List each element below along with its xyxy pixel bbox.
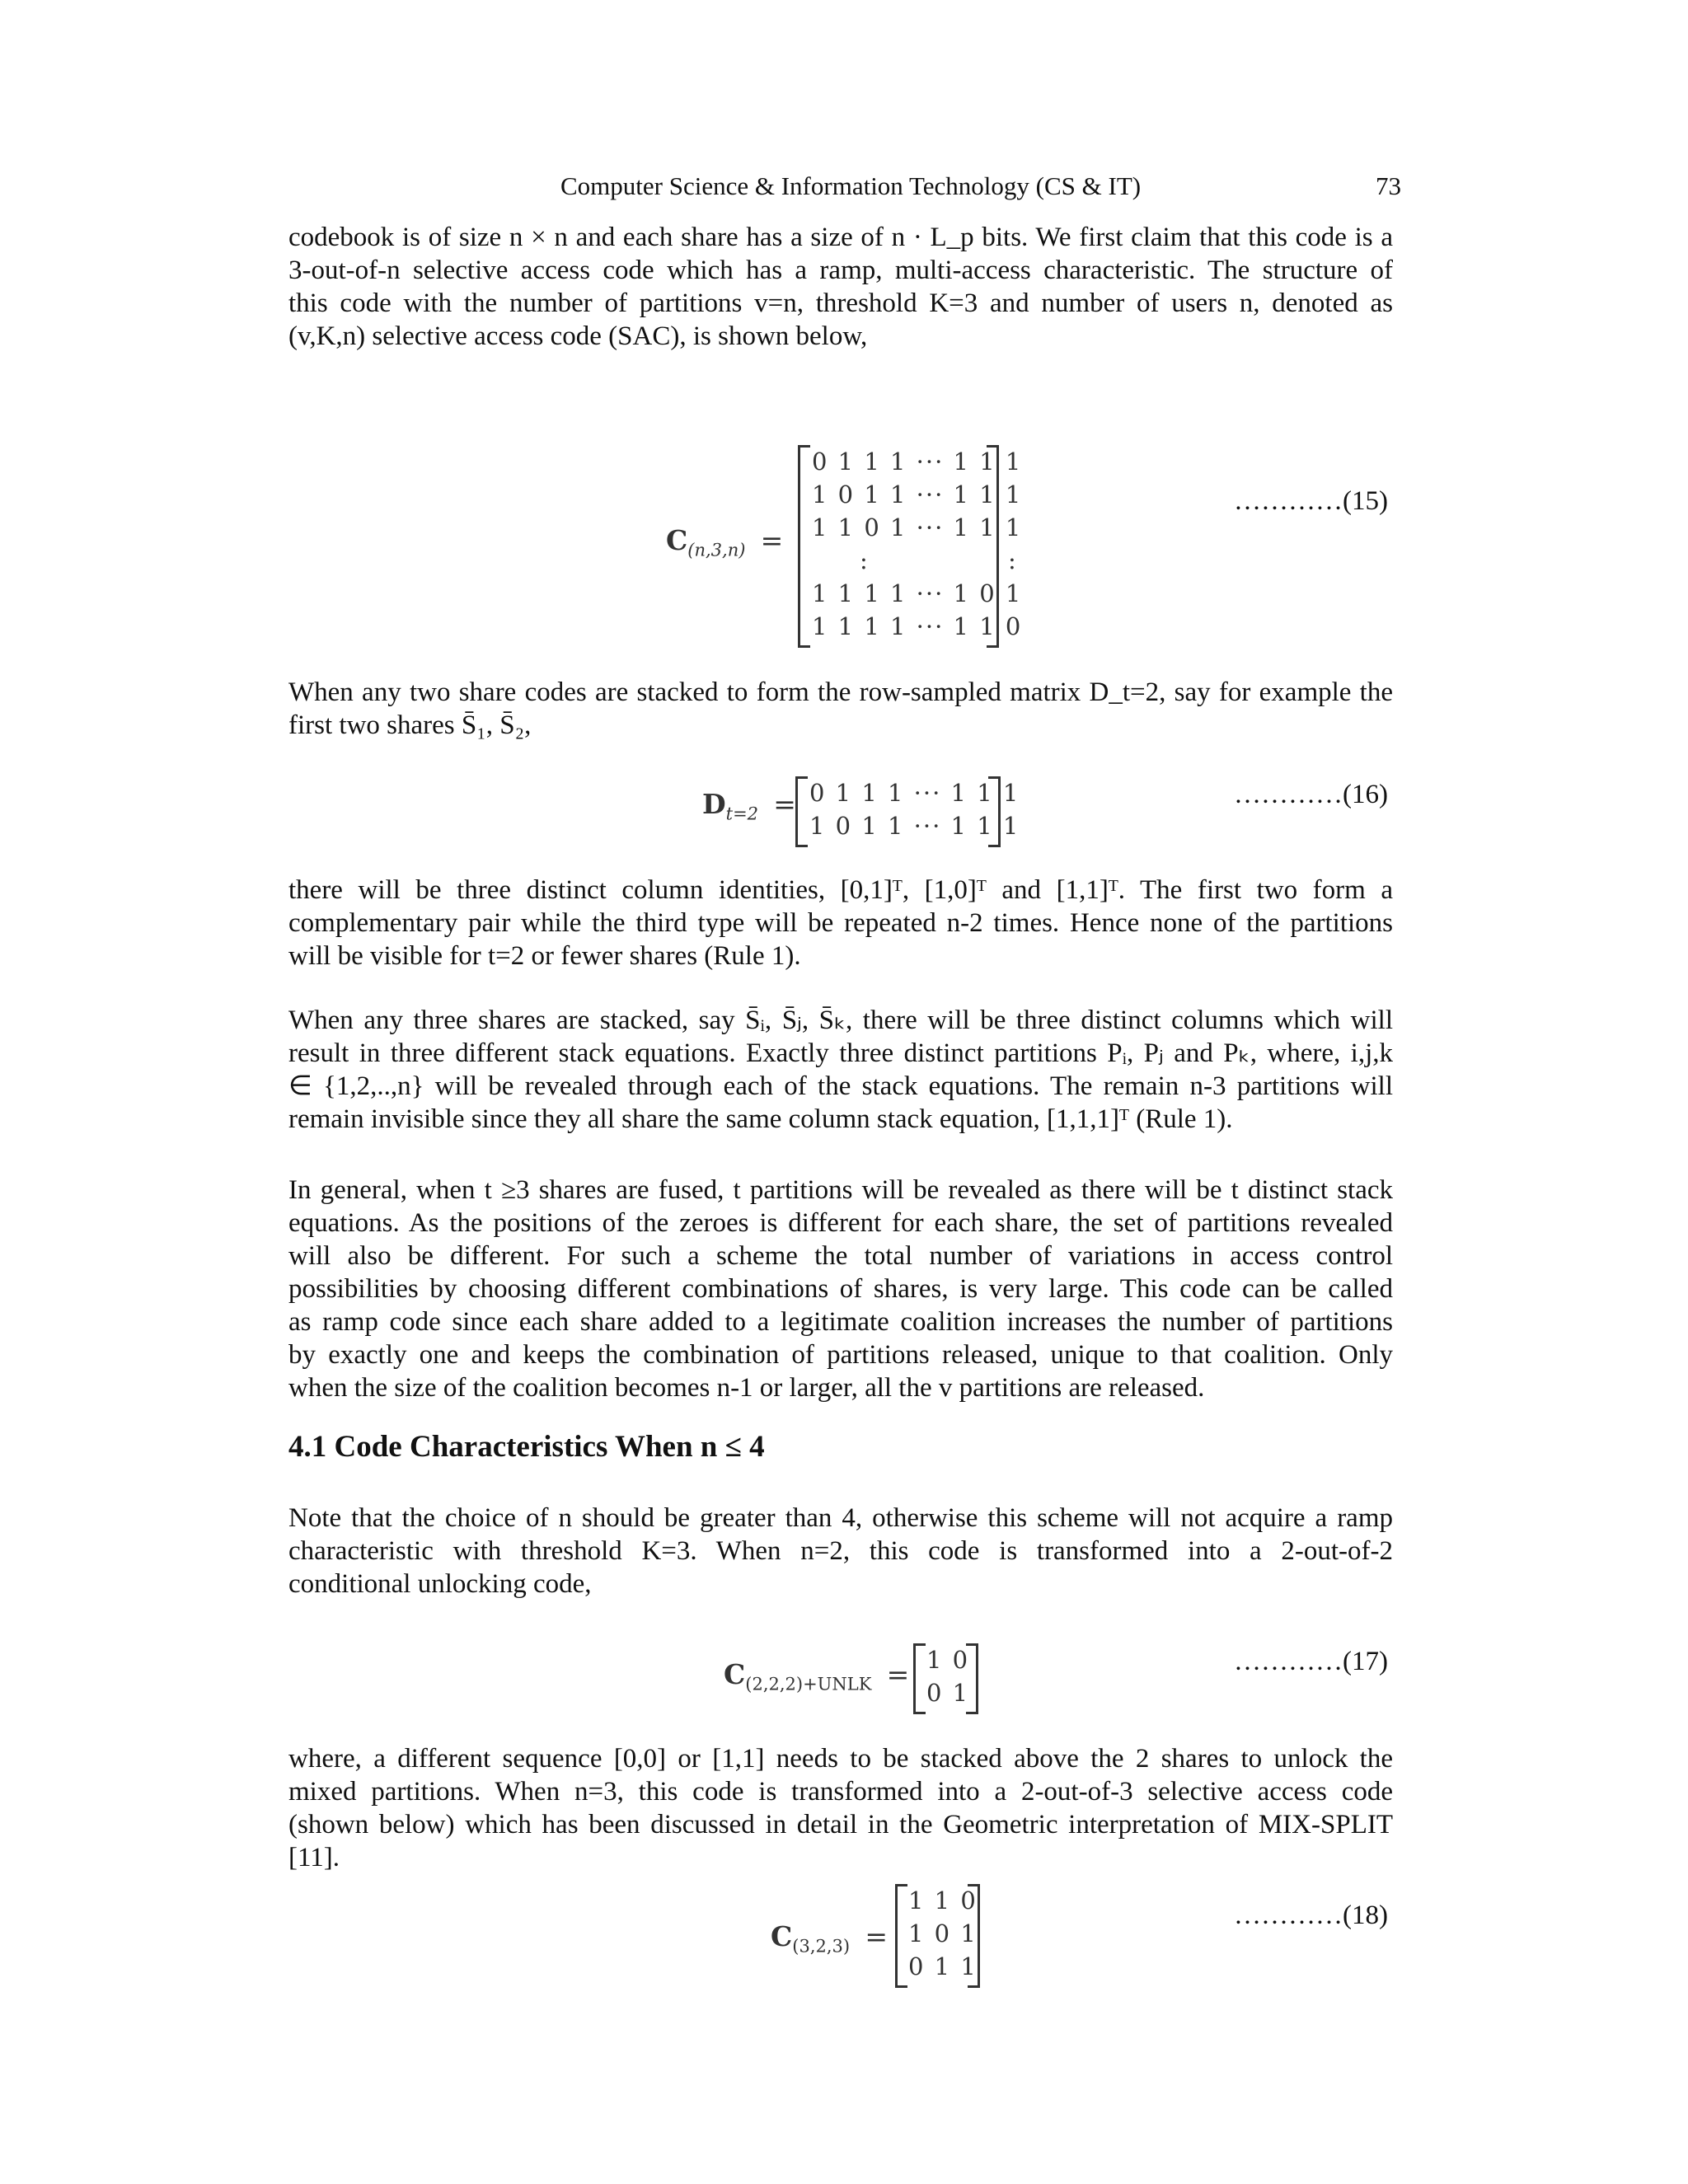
text-line: where, a different sequence [0,0] or [1,1] needs to be stacked above the 2 shares to unlock the (288, 1744, 1393, 1774)
matrix-row: 1 0 (926, 1646, 970, 1674)
left-bracket (895, 1884, 907, 1988)
text-line: first two shares S̄₁, S̄₂, (288, 710, 532, 740)
matrix-row: 1 0 1 1 ··· 1 1 1 (812, 480, 1023, 509)
text-line: complementary pair while the third type will be repeated n-2 times. Hence none of the partitions (288, 908, 1393, 938)
paragraph-2 (288, 676, 1393, 742)
text-line: In general, when t ≥3 shares are fused, t partitions will be revealed as there will be t distinct stack (288, 1175, 1393, 1205)
text-line: mixed partitions. When n=3, this code is transformed into a 2-out-of-3 selective access code (288, 1777, 1393, 1807)
matrix-17 (926, 1643, 969, 1709)
matrix-row: 1 1 0 (908, 1886, 978, 1915)
matrix-row: 1 1 1 1 ··· 1 1 0 (812, 612, 1023, 640)
text-line: possibilities by choosing different combinations of shares, is very large. This code can be called (288, 1274, 1393, 1304)
left-bracket (798, 445, 810, 648)
right-bracket (988, 776, 1001, 847)
paragraph-3 (288, 874, 1393, 972)
equation-16-label: $D_{t=2}$ = (702, 788, 796, 824)
text-line: (shown below) which has been discussed in detail in the Geometric interpretation of MIX-SPLIT (288, 1810, 1393, 1840)
text-line: by exactly one and keeps the combination of partitions released, unique to that coalition. Only (288, 1340, 1393, 1370)
paragraph-5 (288, 1174, 1393, 1404)
right-bracket (968, 1884, 980, 1988)
text-line: result in three different stack equations. Exactly three distinct partitions Pᵢ, Pⱼ and Pₖ, where, i,j,k (288, 1038, 1393, 1068)
matrix-row: 1 1 0 1 ··· 1 1 1 (812, 513, 1023, 541)
paragraph-1 (288, 221, 1393, 353)
equation-number-17: …………(17) (1234, 1647, 1388, 1676)
matrix-row: 1 0 1 1 ··· 1 1 1 (809, 812, 1020, 840)
text-line: there will be three distinct column identities, [0,1]ᵀ, [1,0]ᵀ and [1,1]ᵀ. The first two form a (288, 875, 1393, 905)
text-line: When any three shares are stacked, say S̄ᵢ, S̄ⱼ, S̄ₖ, there will be three distinct columns which will (288, 1005, 1393, 1035)
equation-18-label: $C_{(3,2,3)}$ = (771, 1920, 888, 1957)
text-line: conditional unlocking code, (288, 1569, 592, 1599)
matrix-row: 0 1 (926, 1679, 970, 1707)
matrix-row: 1 1 1 1 ··· 1 0 1 (812, 579, 1023, 607)
equation-17-label: $C_{(2,2,2)+UNLK}$ = (724, 1658, 910, 1694)
text-line: When any two share codes are stacked to form the row-sampled matrix D_t=2, say for example the (288, 677, 1393, 707)
text-line: 3-out-of-n selective access code which has a ramp, multi-access characteristic. The structure of (288, 255, 1393, 285)
paragraph-7 (288, 1742, 1393, 1874)
text-line: as ramp code since each share added to a legitimate coalition increases the number of partitions (288, 1307, 1393, 1337)
text-line: equations. As the positions of the zeroes is different for each share, the set of partitions revealed (288, 1208, 1393, 1238)
text-line: (v,K,n) selective access code (SAC), is shown below, (288, 321, 868, 351)
text-line: remain invisible since they all share the same column stack equation, [1,1,1]ᵀ (Rule 1). (288, 1104, 1233, 1134)
text-line: when the size of the coalition becomes n-1 or larger, all the v partitions are released. (288, 1373, 1205, 1403)
journal-title: Computer Science & Information Technology (CS & IT) (560, 171, 1142, 200)
matrix-row: 0 1 1 1 ··· 1 1 1 (812, 448, 1023, 476)
text-line: ∈ {1,2,..,n} will be revealed through each of the stack equations. The remain n-3 partitions will (288, 1071, 1393, 1101)
equation-number-16: …………(16) (1234, 780, 1388, 809)
equation-15-label: $C_{(n,3,n)}$ = (666, 524, 784, 560)
section-heading: 4.1 Code Characteristics When n ≤ 4 (288, 1430, 765, 1464)
text-line: characteristic with threshold K=3. When n=2, this code is transformed into a 2-out-of-2 (288, 1536, 1393, 1566)
equation-number-15: …………(15) (1234, 486, 1388, 516)
matrix-row: : : (860, 546, 1018, 574)
right-bracket (966, 1643, 978, 1714)
right-bracket (987, 445, 999, 648)
text-line: will also be different. For such a scheme the total number of variations in access control (288, 1241, 1393, 1271)
equation-number-18: …………(18) (1234, 1900, 1388, 1930)
paragraph-6 (288, 1502, 1393, 1601)
text-line: will be visible for t=2 or fewer shares (Rule 1). (288, 941, 801, 971)
matrix-row: 1 0 1 (908, 1919, 978, 1947)
left-bracket (795, 776, 808, 847)
text-line: this code with the number of partitions v=n, threshold K=3 and number of users n, denoted as (288, 288, 1393, 318)
text-line: [11]. (288, 1843, 340, 1872)
left-bracket (913, 1643, 926, 1714)
text-line: codebook is of size n × n and each share has a size of n · L_p bits. We first claim that this code is a (288, 223, 1393, 252)
page-number: 73 (1376, 171, 1401, 200)
matrix-row: 0 1 1 1 ··· 1 1 1 (809, 779, 1020, 807)
matrix-row: 0 1 1 (908, 1952, 978, 1980)
paragraph-4 (288, 1004, 1393, 1136)
text-line: Note that the choice of n should be greater than 4, otherwise this scheme will not acquire a ramp (288, 1503, 1393, 1533)
